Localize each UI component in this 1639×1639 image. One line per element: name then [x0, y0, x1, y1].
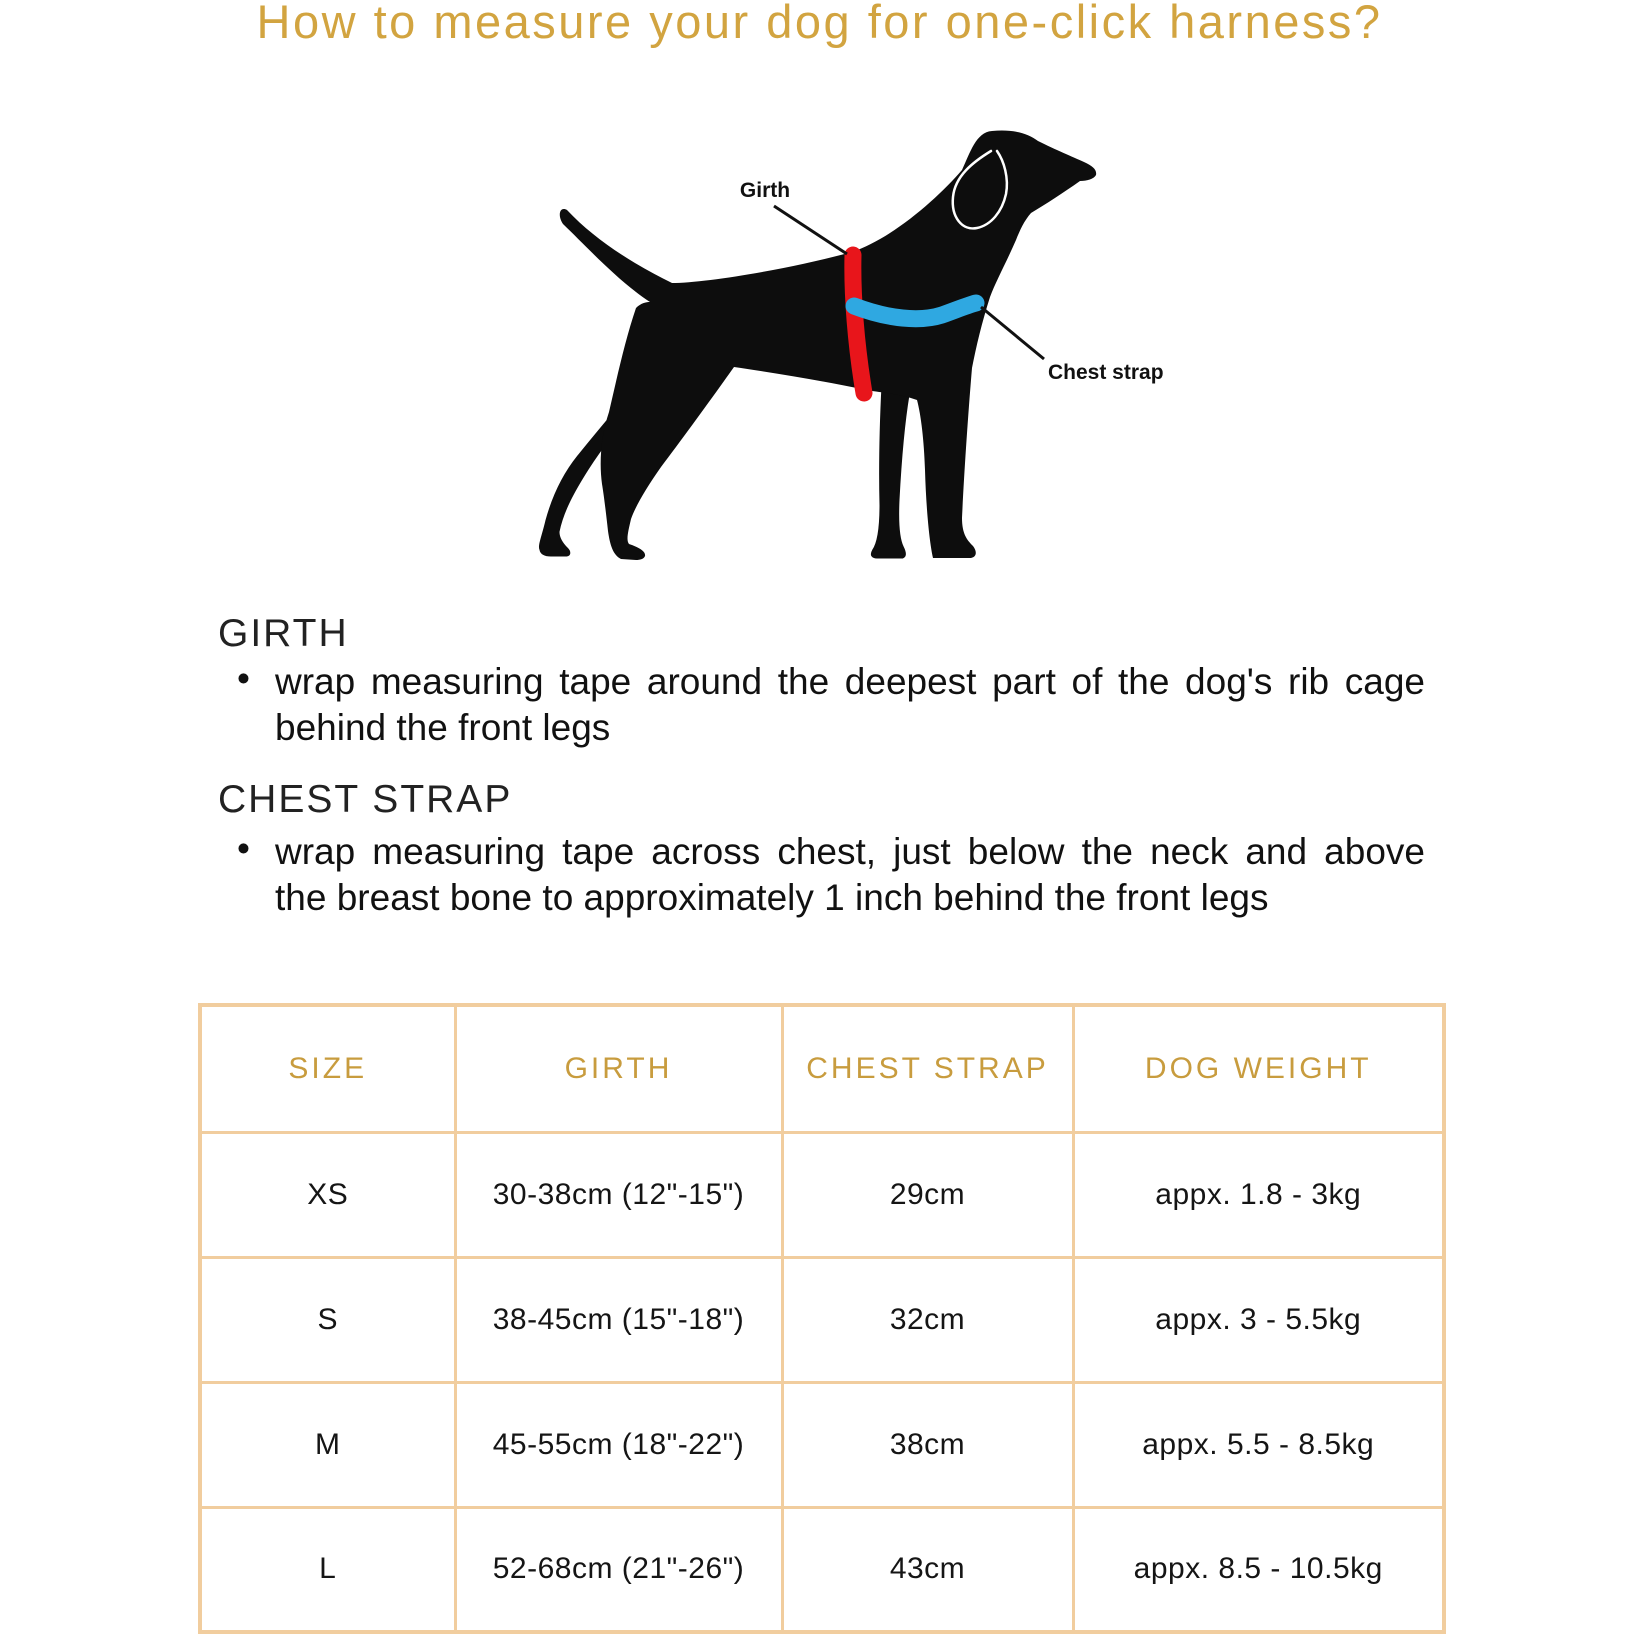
cell-size: XS	[200, 1132, 455, 1257]
cell-size: L	[200, 1507, 455, 1632]
girth-pointer-line	[774, 206, 847, 254]
cell-size: S	[200, 1257, 455, 1382]
header-girth: GIRTH	[455, 1005, 782, 1132]
size-table-header-row	[200, 1005, 1444, 1132]
table-row-m	[200, 1382, 1444, 1507]
chest-strap-instruction-line2: the breast bone to approximately 1 inch behind the front legs	[275, 877, 1269, 918]
chest-strap-section-heading: CHEST STRAP	[218, 778, 513, 821]
girth-diagram-label: Girth	[739, 179, 791, 202]
dog-measurement-diagram	[480, 100, 1200, 600]
cell-size: M	[200, 1382, 455, 1507]
cell-girth: 52-68cm (21"-26")	[455, 1507, 782, 1632]
cell-dog-weight: appx. 5.5 - 8.5kg	[1073, 1382, 1444, 1507]
cell-girth: 45-55cm (18"-22")	[455, 1382, 782, 1507]
cell-chest-strap: 38cm	[782, 1382, 1073, 1507]
dog-silhouette	[560, 130, 1096, 560]
cell-girth: 30-38cm (12"-15")	[455, 1132, 782, 1257]
table-row-s	[200, 1257, 1444, 1382]
chest-strap-bullet-dot: •	[237, 828, 250, 869]
chest-strap-diagram-label: Chest strap	[1048, 361, 1164, 384]
dog-far-front-leg	[869, 385, 911, 560]
cell-chest-strap: 32cm	[782, 1257, 1073, 1382]
cell-dog-weight: appx. 1.8 - 3kg	[1073, 1132, 1444, 1257]
page-title: How to measure your dog for one-click harness?	[256, 0, 1383, 48]
table-row-xs	[200, 1132, 1444, 1257]
table-row-l	[200, 1507, 1444, 1632]
size-table	[198, 1003, 1446, 1634]
cell-dog-weight: appx. 8.5 - 10.5kg	[1073, 1507, 1444, 1632]
girth-section-heading: GIRTH	[218, 612, 349, 655]
header-chest-strap: CHEST STRAP	[782, 1005, 1073, 1132]
chest-strap-pointer-line	[981, 307, 1044, 359]
cell-chest-strap: 43cm	[782, 1507, 1073, 1632]
girth-instruction-line2: behind the front legs	[275, 707, 611, 748]
header-dog-weight: DOG WEIGHT	[1073, 1005, 1444, 1132]
girth-instruction-line1: wrap measuring tape around the deepest part of the dog's rib cage	[275, 661, 1425, 702]
cell-dog-weight: appx. 3 - 5.5kg	[1073, 1257, 1444, 1382]
girth-bullet-dot: •	[237, 658, 250, 699]
cell-girth: 38-45cm (15"-18")	[455, 1257, 782, 1382]
header-size: SIZE	[200, 1005, 455, 1132]
chest-strap-instruction-line1: wrap measuring tape across chest, just below the neck and above	[275, 831, 1425, 872]
cell-chest-strap: 29cm	[782, 1132, 1073, 1257]
